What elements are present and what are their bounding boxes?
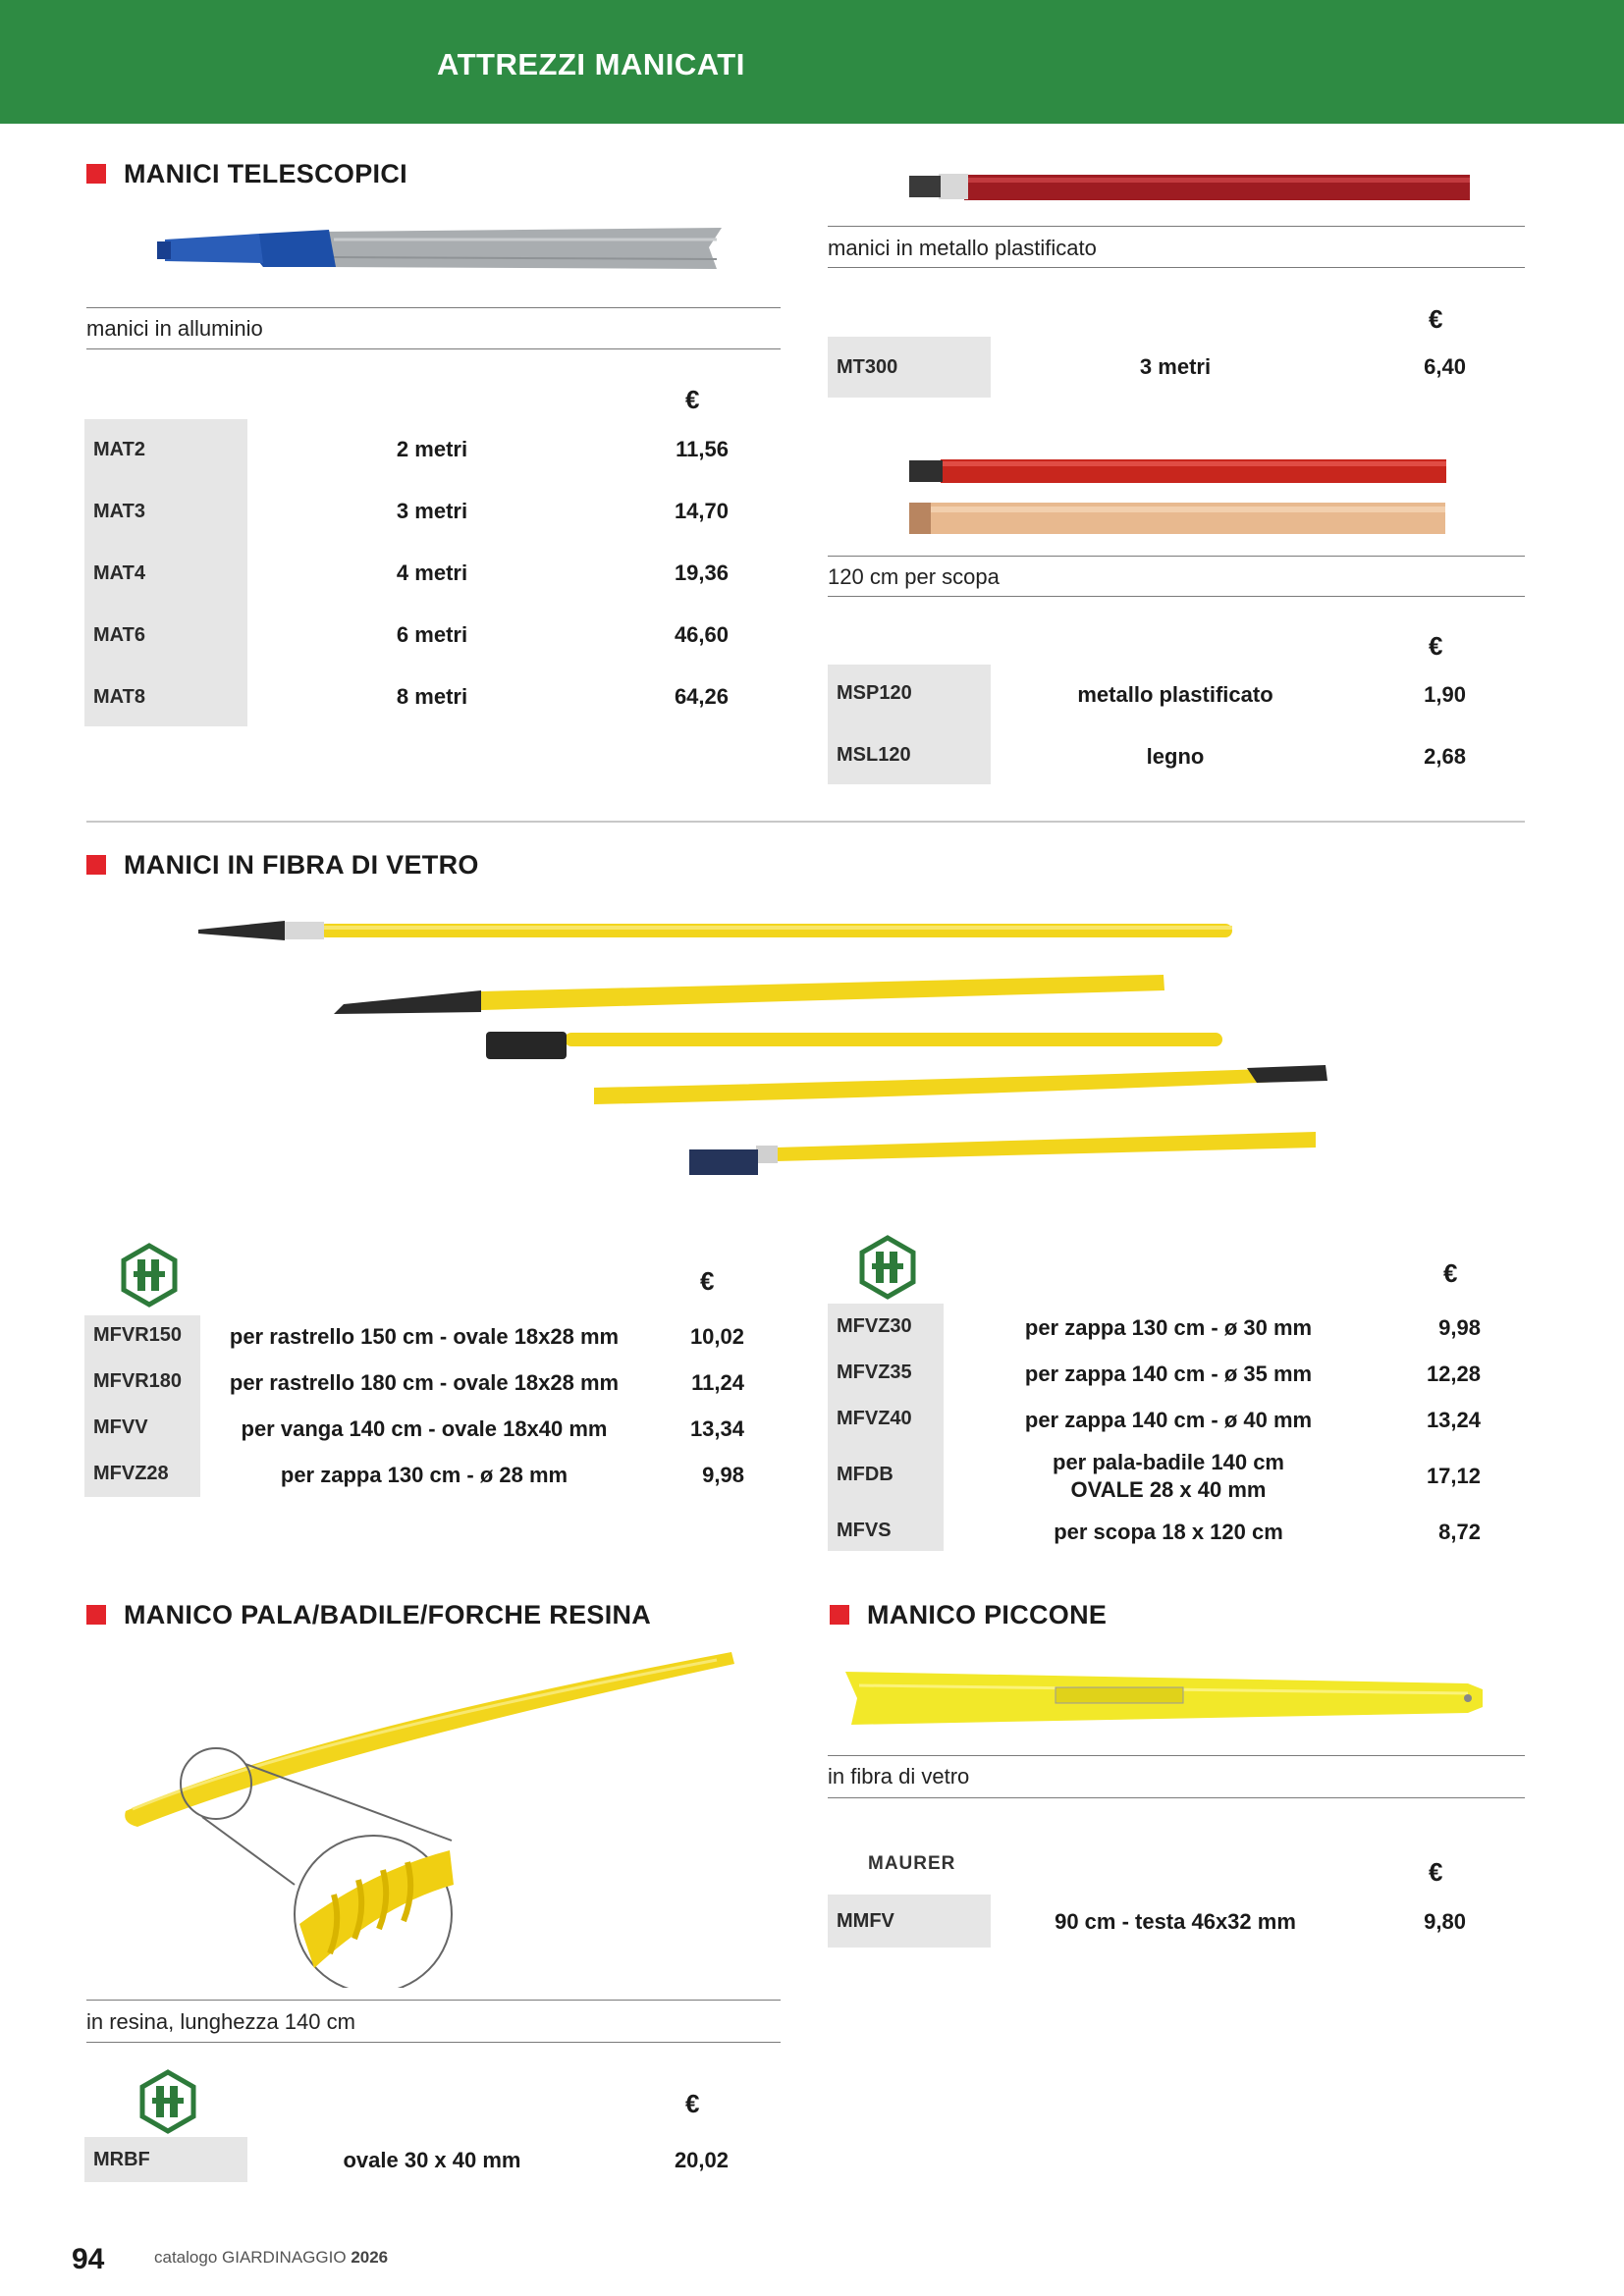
caption-scopa: 120 cm per scopa: [828, 564, 1000, 589]
product-code: MAT2: [93, 439, 145, 460]
product-code: MFVS: [837, 1520, 892, 1541]
page-header: [0, 0, 1624, 124]
red-square-icon: [86, 855, 106, 875]
section-title-resina: MANICO PALA/BADILE/FORCHE RESINA: [86, 1600, 651, 1630]
product-price: 20,02: [674, 2148, 729, 2172]
section-title-telescopici: MANICI TELESCOPICI: [86, 159, 407, 189]
product-desc: per rastrello 150 cm - ovale 18x28 mm: [229, 1324, 620, 1349]
product-code: MFVZ30: [837, 1315, 912, 1337]
divider: [828, 596, 1525, 597]
product-price: 8,72: [1438, 1520, 1481, 1544]
divider: [86, 307, 781, 308]
divider: [828, 556, 1525, 557]
product-code: MFVZ28: [93, 1463, 169, 1484]
brand-logo-icon: [135, 2068, 201, 2135]
caption-piccone: in fibra di vetro: [828, 1764, 970, 1789]
red-square-icon: [830, 1605, 849, 1625]
product-price: 1,90: [1424, 682, 1466, 707]
telescopic-handle-image: [157, 218, 727, 279]
product-desc: 8 metri: [396, 684, 468, 709]
product-code: MAT8: [93, 686, 145, 708]
product-price: 2,68: [1424, 744, 1466, 769]
product-desc: 90 cm - testa 46x32 mm: [1055, 1909, 1296, 1934]
caption-resina: in resina, lunghezza 140 cm: [86, 2009, 355, 2034]
euro-symbol: €: [1429, 304, 1443, 334]
euro-symbol: €: [1429, 631, 1443, 661]
product-price: 6,40: [1424, 354, 1466, 379]
product-desc: ovale 30 x 40 mm: [343, 2148, 521, 2172]
product-desc: 3 metri: [1139, 354, 1212, 379]
product-price: 13,24: [1426, 1408, 1481, 1432]
product-price: 9,80: [1424, 1909, 1466, 1934]
product-price: 64,26: [674, 684, 729, 709]
product-price: 10,02: [689, 1324, 744, 1349]
code-column: [84, 419, 247, 726]
red-square-icon: [86, 1605, 106, 1625]
resin-handle-image: [108, 1644, 746, 1988]
product-code: MFVV: [93, 1416, 148, 1438]
red-square-icon: [86, 164, 106, 184]
footer-catalog-text: catalogo GIARDINAGGIO 2026: [154, 2248, 389, 2267]
euro-symbol: €: [700, 1266, 715, 1296]
product-desc: 4 metri: [396, 561, 468, 585]
euro-symbol: €: [1429, 1857, 1443, 1887]
euro-symbol: €: [685, 385, 700, 414]
broom-handles-image: [903, 452, 1453, 544]
product-desc: legno: [1146, 744, 1205, 769]
divider: [86, 2000, 781, 2001]
product-code: MSP120: [837, 682, 912, 704]
product-desc: per zappa 140 cm - ø 35 mm: [1024, 1362, 1313, 1386]
caption-alluminio: manici in alluminio: [86, 316, 263, 341]
brand-logo-icon: [854, 1234, 921, 1301]
code-column: [84, 1315, 200, 1497]
section-title-fibra: MANICI IN FIBRA DI VETRO: [86, 850, 479, 881]
product-desc: per zappa 140 cm - ø 40 mm: [1024, 1408, 1313, 1432]
product-desc: per vanga 140 cm - ovale 18x40 mm: [241, 1416, 608, 1441]
code-column: [828, 1895, 991, 1948]
product-code: MFDB: [837, 1464, 893, 1485]
divider: [86, 348, 781, 349]
product-desc: 3 metri: [396, 499, 468, 523]
code-column: [828, 665, 991, 784]
product-desc: 6 metri: [396, 622, 468, 647]
product-code: MAT4: [93, 562, 145, 584]
product-code: MFVZ40: [837, 1408, 912, 1429]
maurer-brand-logo: MAURER: [868, 1853, 956, 1874]
product-price: 46,60: [674, 622, 729, 647]
pickaxe-handle-image: [839, 1664, 1488, 1733]
code-column: [828, 337, 991, 398]
divider: [828, 1797, 1525, 1798]
page-number: 94: [72, 2243, 105, 2275]
code-column: [84, 2137, 247, 2182]
euro-symbol: €: [685, 2089, 700, 2118]
product-desc: per zappa 130 cm - ø 28 mm: [280, 1463, 568, 1487]
page-title: ATTREZZI MANICATI: [437, 47, 745, 81]
product-code: MT300: [837, 356, 898, 378]
section-divider: [86, 821, 1525, 823]
product-price: 19,36: [674, 561, 729, 585]
product-code: MFVR150: [93, 1324, 183, 1346]
product-code: MAT3: [93, 501, 145, 522]
product-price: 12,28: [1426, 1362, 1481, 1386]
product-price: 9,98: [1438, 1315, 1481, 1340]
product-code: MAT6: [93, 624, 145, 646]
product-desc: 2 metri: [396, 437, 468, 461]
product-desc: per scopa 18 x 120 cm: [1054, 1520, 1283, 1544]
product-code: MFVR180: [93, 1370, 183, 1392]
divider: [828, 226, 1525, 227]
product-code: MFVZ35: [837, 1362, 912, 1383]
product-desc: metallo plastificato: [1077, 682, 1273, 707]
caption-metallo: manici in metallo plastificato: [828, 236, 1097, 260]
euro-symbol: €: [1443, 1258, 1458, 1288]
product-code: MMFV: [837, 1910, 894, 1932]
product-desc: OVALE 28 x 40 mm: [1070, 1477, 1267, 1502]
divider: [828, 267, 1525, 268]
product-price: 11,24: [691, 1370, 744, 1395]
product-code: MSL120: [837, 744, 911, 766]
divider: [86, 2042, 781, 2043]
product-price: 9,98: [702, 1463, 744, 1487]
divider: [828, 1755, 1525, 1756]
code-column: [828, 1304, 944, 1551]
product-price: 13,34: [689, 1416, 744, 1441]
product-desc: per pala-badile 140 cm: [1053, 1450, 1284, 1474]
fiberglass-handles-image: [187, 908, 1345, 1193]
product-price: 17,12: [1426, 1464, 1481, 1488]
section-title-piccone: MANICO PICCONE: [830, 1600, 1107, 1630]
product-desc: per zappa 130 cm - ø 30 mm: [1024, 1315, 1313, 1340]
brand-logo-icon: [116, 1242, 183, 1308]
product-desc: per rastrello 180 cm - ovale 18x28 mm: [229, 1370, 620, 1395]
product-code: MRBF: [93, 2149, 150, 2170]
red-metal-handle-image: [903, 169, 1473, 204]
product-price: 14,70: [674, 499, 729, 523]
product-price: 11,56: [676, 437, 729, 461]
